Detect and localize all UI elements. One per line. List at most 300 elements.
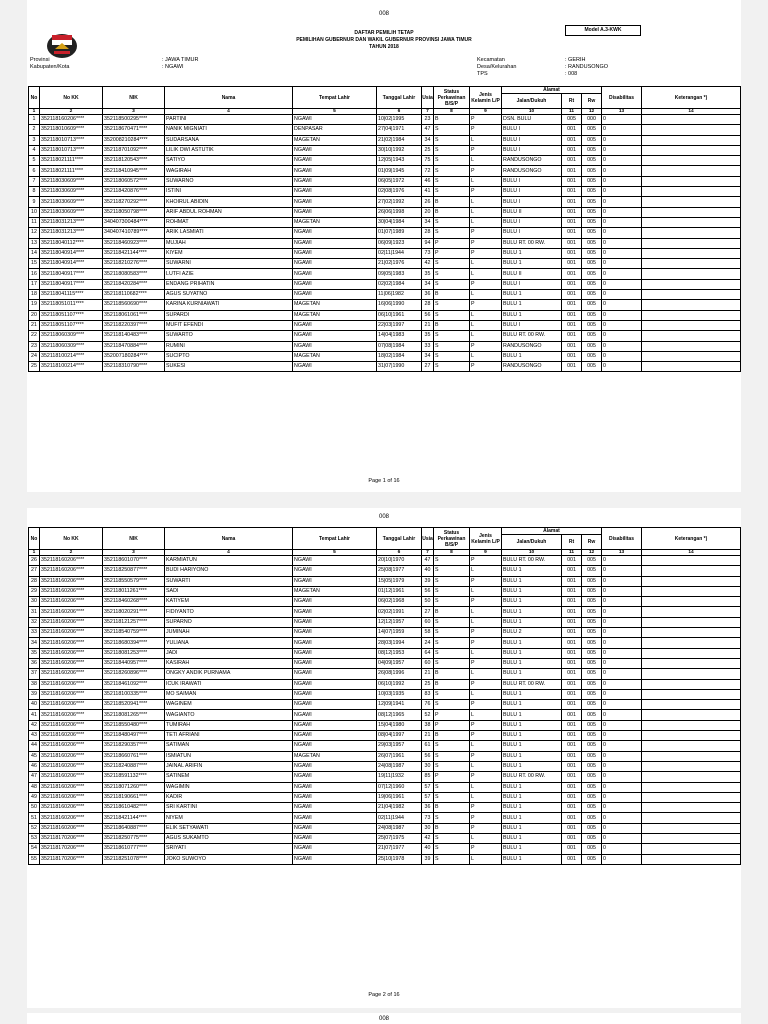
- table-cell: 005: [582, 689, 602, 699]
- table-cell: 005: [582, 156, 602, 166]
- table-cell: NGAWI: [293, 638, 377, 648]
- table-cell: NGAWI: [293, 741, 377, 751]
- table-cell: S: [434, 187, 470, 197]
- table-cell: 24: [29, 351, 40, 361]
- table-cell: BULU 1: [502, 566, 562, 576]
- table-row: [29, 269, 741, 279]
- table-cell: BULU RT. 00 RW.: [502, 238, 562, 248]
- table-cell: SUDARSANA: [165, 135, 293, 145]
- table-row: [29, 844, 741, 854]
- table-cell: BULU 1: [502, 813, 562, 823]
- table-cell: 352118160206****: [40, 658, 103, 668]
- table-cell: 26|07|1961: [377, 751, 422, 761]
- table-cell: 352118041115****: [40, 290, 103, 300]
- table-cell: 38: [422, 720, 434, 730]
- table-cell: 001: [562, 803, 582, 813]
- table-cell: L: [470, 792, 502, 802]
- table-cell: 352118290357****: [103, 741, 165, 751]
- table-cell: 352007180284****: [103, 351, 165, 361]
- table-cell: NGAWI: [293, 320, 377, 330]
- table-cell: 352118160206****: [40, 638, 103, 648]
- table-cell: L: [470, 197, 502, 207]
- table-cell: 0: [602, 658, 642, 668]
- table-cell: L: [470, 176, 502, 186]
- table-cell: 352118160206****: [40, 556, 103, 566]
- table-cell: 02|08|1976: [377, 187, 422, 197]
- header-alamat: Alamat: [502, 528, 602, 535]
- table-cell: S: [434, 700, 470, 710]
- table-cell: 0: [602, 823, 642, 833]
- table-cell: 0: [602, 115, 642, 125]
- table-cell: 352118160206****: [40, 607, 103, 617]
- table-cell: 18: [29, 290, 40, 300]
- table-cell: B: [434, 207, 470, 217]
- table-cell: [642, 320, 741, 330]
- table-cell: 340407410789****: [103, 228, 165, 238]
- table-cell: P: [470, 248, 502, 258]
- table-cell: S: [434, 341, 470, 351]
- table-cell: S: [434, 156, 470, 166]
- table-cell: P: [470, 700, 502, 710]
- table-cell: 57: [422, 782, 434, 792]
- table-cell: [642, 331, 741, 341]
- table-cell: BULU I: [502, 320, 562, 330]
- table-cell: 10|02|1995: [377, 115, 422, 125]
- provinsi-value: : JAWA TIMUR: [162, 57, 199, 63]
- table-cell: 005: [582, 166, 602, 176]
- table-cell: 12|09|1941: [377, 700, 422, 710]
- table-cell: 001: [562, 207, 582, 217]
- table-cell: 36: [422, 290, 434, 300]
- table-cell: 005: [582, 238, 602, 248]
- table-cell: S: [434, 628, 470, 638]
- table-cell: SUPARDI: [165, 310, 293, 320]
- table-cell: 352118421144****: [103, 248, 165, 258]
- table-cell: 352118061061****: [103, 310, 165, 320]
- table-cell: KADIR: [165, 792, 293, 802]
- table-cell: S: [434, 658, 470, 668]
- table-cell: 19|11|1932: [377, 772, 422, 782]
- table-cell: 72: [422, 166, 434, 176]
- page-code-2: 008: [378, 514, 389, 520]
- document-page-3: [27, 1013, 741, 1024]
- table-cell: [642, 834, 741, 844]
- header-no: No: [29, 87, 40, 109]
- table-cell: B: [434, 679, 470, 689]
- table-cell: 06|02|1968: [377, 597, 422, 607]
- table-cell: 352118020291****: [103, 607, 165, 617]
- table-row: [29, 310, 741, 320]
- table-cell: 02|11|1944: [377, 248, 422, 258]
- table-cell: [642, 238, 741, 248]
- table-cell: 352118160206****: [40, 772, 103, 782]
- table-cell: 42: [29, 720, 40, 730]
- table-cell: [642, 310, 741, 320]
- table-cell: 001: [562, 710, 582, 720]
- table-cell: [642, 844, 741, 854]
- table-cell: S: [434, 176, 470, 186]
- table-cell: BULU I: [502, 279, 562, 289]
- table-cell: SATINEM: [165, 772, 293, 782]
- table-cell: BULU 1: [502, 607, 562, 617]
- table-cell: 0: [602, 669, 642, 679]
- table-cell: RANDUSONGO: [502, 156, 562, 166]
- table-cell: BULU 1: [502, 259, 562, 269]
- table-cell: 54: [29, 844, 40, 854]
- table-cell: NGAWI: [293, 248, 377, 258]
- table-cell: 005: [582, 772, 602, 782]
- table-cell: 35: [29, 648, 40, 658]
- kecamatan-label: Kecamatan: [477, 57, 505, 63]
- table-cell: 0: [602, 761, 642, 771]
- table-cell: NGAWI: [293, 341, 377, 351]
- table-cell: 005: [582, 197, 602, 207]
- table-row: [29, 362, 741, 372]
- table-cell: 352118120543****: [103, 156, 165, 166]
- table-cell: 352118100335****: [103, 689, 165, 699]
- table-cell: SUWARNI: [165, 259, 293, 269]
- table-cell: BULU I: [502, 228, 562, 238]
- table-cell: 352118160206****: [40, 576, 103, 586]
- table-cell: SUKESI: [165, 362, 293, 372]
- table-cell: 34: [422, 351, 434, 361]
- table-cell: 005: [582, 679, 602, 689]
- table-cell: NGAWI: [293, 238, 377, 248]
- table-cell: [642, 607, 741, 617]
- table-cell: 005: [582, 187, 602, 197]
- table-cell: 001: [562, 331, 582, 341]
- table-row: [29, 700, 741, 710]
- table-cell: 0: [602, 803, 642, 813]
- table-cell: 0: [602, 638, 642, 648]
- table-cell: 005: [582, 300, 602, 310]
- table-cell: BULU 2: [502, 628, 562, 638]
- table-cell: P: [470, 803, 502, 813]
- table-cell: 15|04|1980: [377, 720, 422, 730]
- table-cell: NGAWI: [293, 156, 377, 166]
- table-cell: [642, 823, 741, 833]
- table-cell: P: [470, 166, 502, 176]
- table-cell: 45: [29, 751, 40, 761]
- table-cell: L: [470, 351, 502, 361]
- table-cell: 29|03|1957: [377, 741, 422, 751]
- table-cell: 94: [422, 238, 434, 248]
- table-cell: TUMIRAH: [165, 720, 293, 730]
- table-cell: 07|08|1984: [377, 341, 422, 351]
- table-cell: 29: [29, 586, 40, 596]
- table-cell: 001: [562, 556, 582, 566]
- table-cell: 0: [602, 813, 642, 823]
- header-nik: NIK: [103, 528, 165, 550]
- kecamatan-value: : GERIH: [565, 57, 586, 63]
- table-cell: WAGIMIN: [165, 782, 293, 792]
- table-cell: 0: [602, 269, 642, 279]
- table-cell: LUTFI AZIE: [165, 269, 293, 279]
- table-cell: 0: [602, 566, 642, 576]
- table-cell: 53: [29, 834, 40, 844]
- provinsi-label: Provinsi: [30, 57, 50, 63]
- table-cell: B: [434, 197, 470, 207]
- table-cell: 352118210276****: [103, 259, 165, 269]
- table-cell: S: [434, 300, 470, 310]
- table-cell: 8: [29, 187, 40, 197]
- table-cell: 005: [582, 658, 602, 668]
- table-cell: 352118121257****: [103, 617, 165, 627]
- table-cell: P: [434, 248, 470, 258]
- table-cell: NGAWI: [293, 658, 377, 668]
- header-no-kk: No KK: [40, 87, 103, 109]
- table-cell: L: [470, 834, 502, 844]
- voter-table-page-1: [28, 86, 741, 372]
- table-cell: [642, 792, 741, 802]
- table-cell: 28: [29, 576, 40, 586]
- table-cell: NGAWI: [293, 362, 377, 372]
- table-cell: 21: [422, 320, 434, 330]
- table-cell: BULU RT. 00 RW.: [502, 772, 562, 782]
- table-cell: 001: [562, 597, 582, 607]
- table-cell: 352118460268****: [103, 597, 165, 607]
- table-cell: 352118610777****: [103, 844, 165, 854]
- table-cell: 352118160206****: [40, 823, 103, 833]
- table-cell: NGAWI: [293, 279, 377, 289]
- header-tanggal-lahir: Tanggal Lahir: [377, 528, 422, 550]
- table-cell: NGAWI: [293, 115, 377, 125]
- table-cell: 001: [562, 341, 582, 351]
- table-cell: 34: [29, 638, 40, 648]
- table-cell: 352118010713****: [40, 145, 103, 155]
- table-cell: MAGETAN: [293, 351, 377, 361]
- table-cell: P: [434, 238, 470, 248]
- table-cell: 352118080583****: [103, 269, 165, 279]
- table-cell: 73: [422, 248, 434, 258]
- table-cell: 0: [602, 310, 642, 320]
- table-cell: B: [434, 823, 470, 833]
- table-cell: 001: [562, 679, 582, 689]
- header-disabilitas: Disabilitas: [602, 528, 642, 550]
- table-cell: 08|12|1953: [377, 648, 422, 658]
- table-cell: 0: [602, 772, 642, 782]
- table-cell: NGAWI: [293, 166, 377, 176]
- table-cell: S: [434, 217, 470, 227]
- title-line-1: DAFTAR PEMILIH TETAP: [354, 30, 414, 36]
- table-cell: BULU I: [502, 217, 562, 227]
- table-cell: [642, 586, 741, 596]
- table-cell: 005: [582, 741, 602, 751]
- table-cell: P: [470, 720, 502, 730]
- table-cell: 352118160206****: [40, 586, 103, 596]
- table-cell: 352118051107****: [40, 310, 103, 320]
- tps-label: TPS: [477, 71, 488, 77]
- table-cell: 352118680394****: [103, 638, 165, 648]
- table-cell: 352118670471****: [103, 125, 165, 135]
- table-cell: L: [470, 135, 502, 145]
- table-cell: 40: [29, 700, 40, 710]
- table-cell: [642, 566, 741, 576]
- table-cell: 30: [422, 761, 434, 771]
- table-cell: AGUS SUKAMTO: [165, 834, 293, 844]
- table-cell: BULU 1: [502, 689, 562, 699]
- table-cell: BULU 1: [502, 710, 562, 720]
- table-cell: 001: [562, 658, 582, 668]
- table-cell: S: [434, 351, 470, 361]
- table-cell: P: [470, 679, 502, 689]
- header-disabilitas: Disabilitas: [602, 87, 642, 109]
- table-cell: S: [434, 259, 470, 269]
- table-cell: 352118030609****: [40, 207, 103, 217]
- table-cell: ARIK LASMIATI: [165, 228, 293, 238]
- table-cell: BULU 1: [502, 782, 562, 792]
- table-row: [29, 135, 741, 145]
- table-cell: 34: [422, 217, 434, 227]
- table-cell: 41: [29, 710, 40, 720]
- table-cell: 15: [29, 259, 40, 269]
- table-cell: BULU 1: [502, 300, 562, 310]
- table-cell: 005: [582, 556, 602, 566]
- table-cell: [642, 269, 741, 279]
- table-cell: 10: [29, 207, 40, 217]
- table-cell: 83: [422, 689, 434, 699]
- table-cell: 0: [602, 362, 642, 372]
- table-cell: S: [434, 844, 470, 854]
- table-cell: 005: [582, 320, 602, 330]
- table-cell: RANDUSONGO: [502, 362, 562, 372]
- table-cell: S: [434, 135, 470, 145]
- table-row: [29, 782, 741, 792]
- table-cell: L: [470, 259, 502, 269]
- table-cell: L: [470, 217, 502, 227]
- table-cell: 6: [29, 166, 40, 176]
- table-cell: 352118560690****: [103, 300, 165, 310]
- table-cell: 001: [562, 617, 582, 627]
- table-cell: 001: [562, 782, 582, 792]
- table-cell: 352118160206****: [40, 648, 103, 658]
- table-cell: S: [434, 556, 470, 566]
- table-cell: 352118060572****: [103, 176, 165, 186]
- table-cell: 352118460923****: [103, 238, 165, 248]
- table-cell: 37: [29, 669, 40, 679]
- table-cell: S: [434, 834, 470, 844]
- table-cell: NGAWI: [293, 290, 377, 300]
- table-cell: BULU 1: [502, 844, 562, 854]
- table-cell: 352118250775****: [103, 834, 165, 844]
- table-cell: 21|02|1976: [377, 259, 422, 269]
- table-cell: BULU I: [502, 176, 562, 186]
- table-cell: [642, 300, 741, 310]
- table-cell: [642, 156, 741, 166]
- table-cell: 352118260896****: [103, 669, 165, 679]
- table-cell: S: [434, 310, 470, 320]
- table-cell: BULU 1: [502, 617, 562, 627]
- table-cell: NGAWI: [293, 648, 377, 658]
- table-cell: PARTINI: [165, 115, 293, 125]
- table-cell: JUMINAH: [165, 628, 293, 638]
- table-cell: ICUK IRAWATI: [165, 679, 293, 689]
- table-cell: 17: [29, 279, 40, 289]
- table-cell: 27|02|1992: [377, 197, 422, 207]
- table-cell: NGAWI: [293, 720, 377, 730]
- table-cell: 352118461092****: [103, 679, 165, 689]
- table-cell: 26|06|1998: [377, 207, 422, 217]
- table-cell: L: [470, 854, 502, 864]
- table-cell: 005: [582, 290, 602, 300]
- table-cell: 0: [602, 135, 642, 145]
- table-cell: 31|07|1990: [377, 362, 422, 372]
- table-row: [29, 803, 741, 813]
- table-cell: 352118190661****: [103, 792, 165, 802]
- table-cell: 001: [562, 228, 582, 238]
- table-cell: B: [434, 731, 470, 741]
- table-cell: 46: [422, 176, 434, 186]
- table-cell: ROHMAT: [165, 217, 293, 227]
- table-cell: BULU 1: [502, 586, 562, 596]
- table-cell: 352118440957****: [103, 658, 165, 668]
- table-row: [29, 197, 741, 207]
- table-cell: 0: [602, 731, 642, 741]
- table-cell: WAGIRAH: [165, 166, 293, 176]
- table-cell: 36: [422, 803, 434, 813]
- table-cell: 28: [422, 300, 434, 310]
- table-cell: 352118160206****: [40, 115, 103, 125]
- table-cell: 16|06|1990: [377, 300, 422, 310]
- table-cell: SUWARTI: [165, 576, 293, 586]
- table-cell: L: [470, 290, 502, 300]
- table-cell: 39: [422, 854, 434, 864]
- table-row: [29, 617, 741, 627]
- table-row: [29, 125, 741, 135]
- table-row: [29, 628, 741, 638]
- table-cell: B: [434, 803, 470, 813]
- table-cell: 352118030609****: [40, 197, 103, 207]
- table-cell: 352118540759****: [103, 628, 165, 638]
- table-cell: 0: [602, 197, 642, 207]
- table-row: [29, 731, 741, 741]
- table-cell: 001: [562, 628, 582, 638]
- table-cell: L: [470, 156, 502, 166]
- table-cell: 25|07|1975: [377, 834, 422, 844]
- table-row: [29, 607, 741, 617]
- table-cell: SUWARTO: [165, 331, 293, 341]
- table-cell: 352118031213****: [40, 228, 103, 238]
- table-cell: 005: [582, 803, 602, 813]
- table-cell: AGUS SUYATNO: [165, 290, 293, 300]
- table-cell: [642, 803, 741, 813]
- table-cell: 42: [422, 259, 434, 269]
- table-cell: L: [470, 782, 502, 792]
- table-cell: SRI KARTINI: [165, 803, 293, 813]
- table-cell: P: [470, 597, 502, 607]
- table-cell: 001: [562, 576, 582, 586]
- table-cell: 0: [602, 586, 642, 596]
- table-cell: NGAWI: [293, 823, 377, 833]
- table-cell: NGAWI: [293, 207, 377, 217]
- table-cell: 30|04|1984: [377, 217, 422, 227]
- table-cell: MAGETAN: [293, 751, 377, 761]
- table-cell: 352118021111****: [40, 156, 103, 166]
- table-cell: 9: [29, 197, 40, 207]
- tps-value: : 008: [565, 71, 578, 77]
- table-cell: 352118421144****: [103, 813, 165, 823]
- table-cell: 38: [29, 679, 40, 689]
- table-cell: 001: [562, 772, 582, 782]
- table-cell: L: [470, 761, 502, 771]
- table-cell: NGAWI: [293, 556, 377, 566]
- table-cell: 001: [562, 351, 582, 361]
- table-cell: NGAWI: [293, 566, 377, 576]
- table-cell: NGAWI: [293, 617, 377, 627]
- table-cell: [642, 658, 741, 668]
- table-row: [29, 166, 741, 176]
- table-cell: NGAWI: [293, 597, 377, 607]
